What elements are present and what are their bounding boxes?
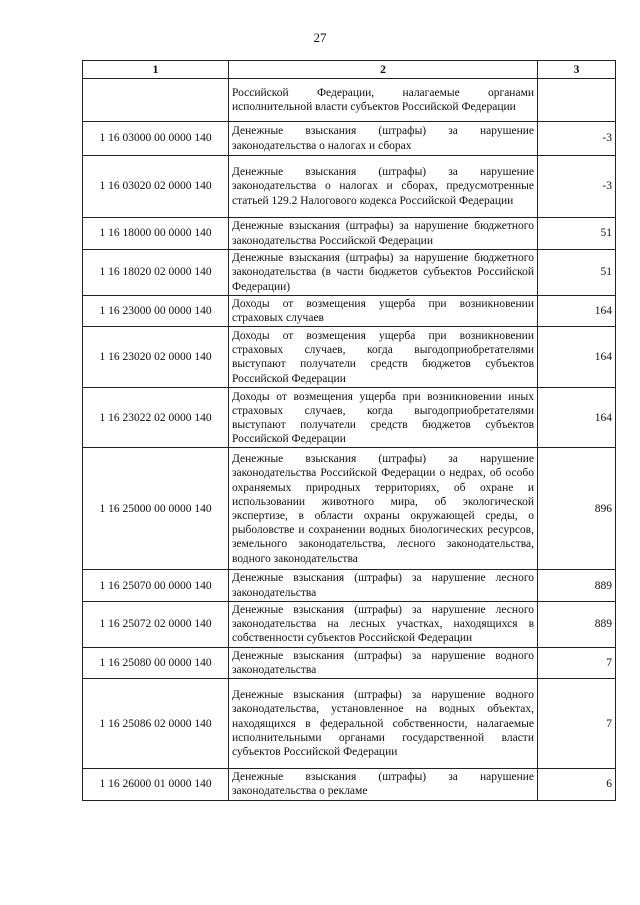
table-row <box>83 448 616 570</box>
row-value <box>538 79 616 122</box>
row-description: Денежные взыскания (штрафы) за нарушение лесного законодательства на лесных участках, находящихся в собственности субъектов Российской Федерации <box>229 601 538 647</box>
row-value: 889 <box>538 570 616 601</box>
row-code: 1 16 18020 02 0000 140 <box>83 250 229 296</box>
row-description: Доходы от возмещения ущерба при возникновении страховых случаев <box>229 296 538 327</box>
row-value: 164 <box>538 388 616 448</box>
row-code: 1 16 23000 00 0000 140 <box>83 296 229 327</box>
row-description: Денежные взыскания (штрафы) за нарушение бюджетного законодательства (в части бюджетов субъектов Российской Федерации) <box>229 250 538 296</box>
table-row <box>83 218 616 250</box>
row-description: Российской Федерации, налагаемые органами исполнительной власти субъектов Российской Федерации <box>229 79 538 122</box>
table-row <box>83 296 616 327</box>
row-code: 1 16 23020 02 0000 140 <box>83 327 229 388</box>
row-code: 1 16 25000 00 0000 140 <box>83 448 229 570</box>
row-code: 1 16 25086 02 0000 140 <box>83 679 229 769</box>
table-row <box>83 327 616 388</box>
row-value: 51 <box>538 250 616 296</box>
row-code <box>83 79 229 122</box>
row-value: -3 <box>538 122 616 156</box>
row-value: 896 <box>538 448 616 570</box>
row-code: 1 16 25070 00 0000 140 <box>83 570 229 601</box>
row-description: Доходы от возмещения ущерба при возникновении страховых случаев, когда выгодоприобретателями выступают получатели средств бюджетов субъектов Российской Федерации <box>229 327 538 388</box>
table-row <box>83 388 616 448</box>
row-code: 1 16 23022 02 0000 140 <box>83 388 229 448</box>
table-row <box>83 601 616 647</box>
row-code: 1 16 25080 00 0000 140 <box>83 647 229 678</box>
row-value: 164 <box>538 327 616 388</box>
budget-revenue-table <box>82 60 616 801</box>
row-code: 1 16 25072 02 0000 140 <box>83 601 229 647</box>
row-code: 1 16 18000 00 0000 140 <box>83 218 229 250</box>
row-value: 7 <box>538 679 616 769</box>
row-value: 164 <box>538 296 616 327</box>
table-row <box>83 250 616 296</box>
row-description: Денежные взыскания (штрафы) за нарушение законодательства о налогах и сборах, предусмотренные статьей 129.2 Налогового кодекса Российской Федерации <box>229 156 538 218</box>
row-description: Денежные взыскания (штрафы) за нарушение законодательства Российской Федерации о недрах, об особо охраняемых природных территориях, об охране и использовании животного мира, об экологической экспертизе, в области охраны окружающей среды, о рыболовстве и сохранении водных биологических ресурсов, земельного законодательства, лесного законодательства, водного законодательства <box>229 448 538 570</box>
row-code: 1 16 03020 02 0000 140 <box>83 156 229 218</box>
row-description: Денежные взыскания (штрафы) за нарушение бюджетного законодательства Российской Федерации <box>229 218 538 250</box>
table-row <box>83 122 616 156</box>
row-code: 1 16 03000 00 0000 140 <box>83 122 229 156</box>
row-value: 51 <box>538 218 616 250</box>
header-col-2: 2 <box>229 61 538 79</box>
page-number: 27 <box>313 30 327 45</box>
table-row <box>83 79 616 122</box>
table-row <box>83 647 616 678</box>
row-description: Доходы от возмещения ущерба при возникновении иных страховых случаев, когда выгодоприобретателями выступают получатели средств бюджетов субъектов Российской Федерации <box>229 388 538 448</box>
table-row <box>83 570 616 601</box>
row-description: Денежные взыскания (штрафы) за нарушение водного законодательства, установленное на водных объектах, находящихся в федеральной собственности, налагаемые исполнительными органами государственной власти субъектов Российской Федерации <box>229 679 538 769</box>
row-value: 889 <box>538 601 616 647</box>
row-value: -3 <box>538 156 616 218</box>
row-description: Денежные взыскания (штрафы) за нарушение водного законодательства <box>229 647 538 678</box>
table-row <box>83 769 616 800</box>
row-code: 1 16 26000 01 0000 140 <box>83 769 229 800</box>
table-header-row <box>83 61 616 79</box>
row-description: Денежные взыскания (штрафы) за нарушение законодательства о рекламе <box>229 769 538 800</box>
row-value: 6 <box>538 769 616 800</box>
row-description: Денежные взыскания (штрафы) за нарушение законодательства о налогах и сборах <box>229 122 538 156</box>
row-description: Денежные взыскания (штрафы) за нарушение лесного законодательства <box>229 570 538 601</box>
header-col-3: 3 <box>538 61 616 79</box>
header-col-1: 1 <box>83 61 229 79</box>
row-value: 7 <box>538 647 616 678</box>
table-row <box>83 156 616 218</box>
table-row <box>83 679 616 769</box>
